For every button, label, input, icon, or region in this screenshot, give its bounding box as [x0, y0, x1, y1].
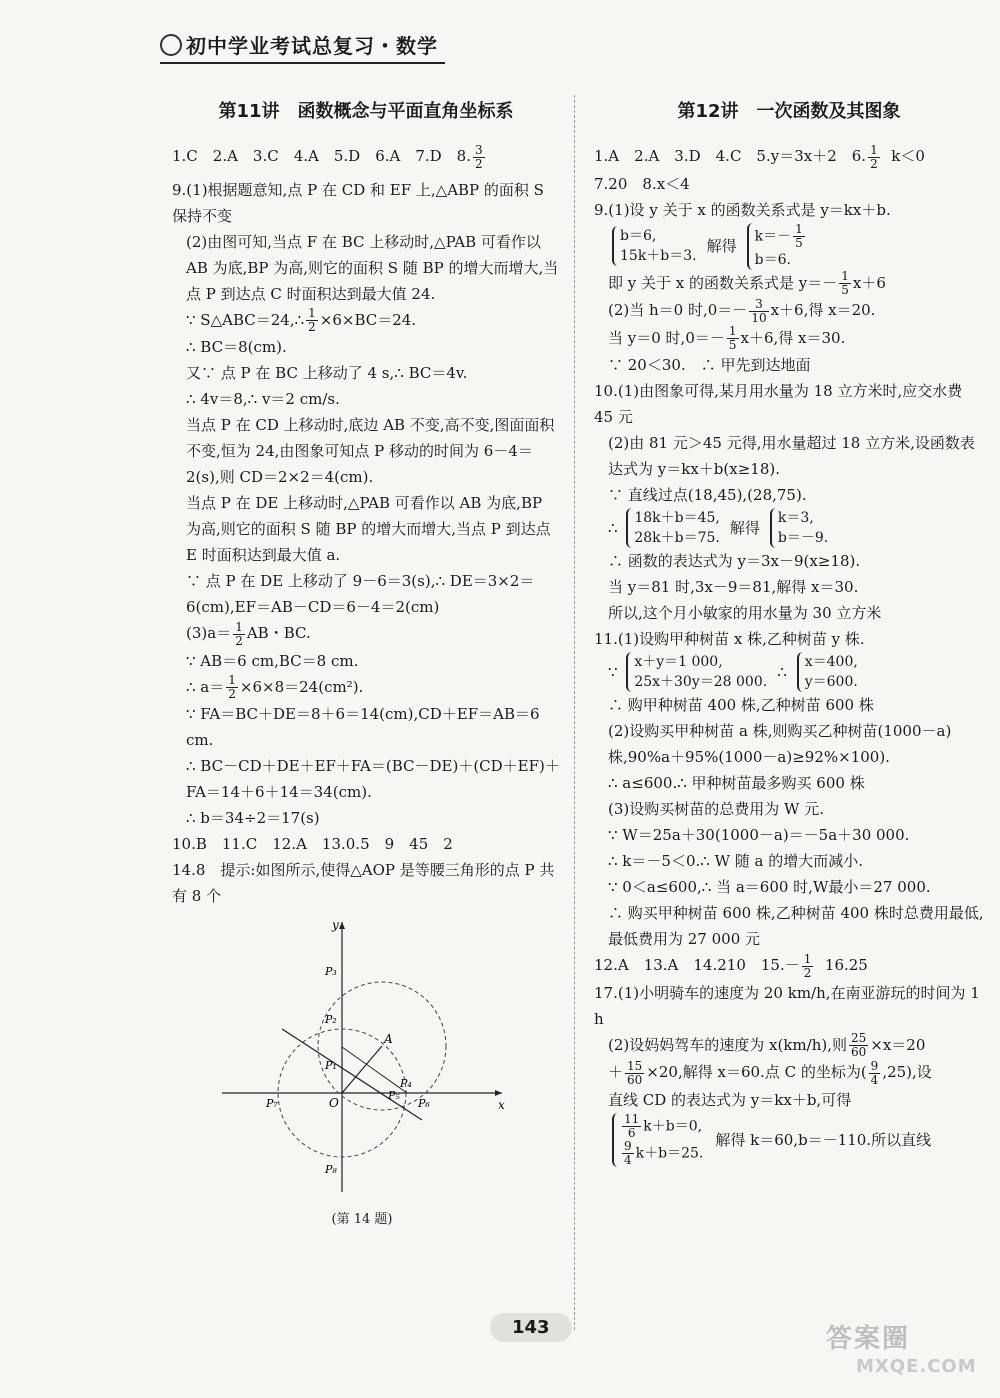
- system-brace: k＝3, b＝－9.: [770, 508, 828, 548]
- equation-system: ∴ 18k＋b＝45, 28k＋b＝75. 解得 k＝3, b＝－9.: [608, 510, 829, 546]
- answer-text: (2)由图可知,当点 F 在 BC 上移动时,△PAB 可看作以 AB 为底,BP 为高,则它的面积 S 随 BP 的增大而增大,当点 P 到达点 C 时面积达到最大值 24.: [186, 232, 559, 303]
- answer-line: ＋ $\frac{15}{60}$ ×20,解得 x＝60.点 C 的坐标为( $\frac{9}{4}$ ,25),设: [608, 1058, 932, 1087]
- answer-line: ∵ S△ABC＝24,∴ $\frac{1}{2}$ ×6×BC＝24.: [186, 306, 417, 334]
- answer-line: (3)a＝ $\frac{1}{2}$ AB・BC.: [186, 619, 311, 648]
- answer-text: 当点 P 在 CD 上移动时,底边 AB 不变,高不变,图面面积不变,恒为 24,由图象可知点 P 移动的时间为 6－4＝2(s),则 CD＝2×2＝4(cm).: [186, 416, 555, 486]
- answer-text: ∵ 点 P 在 DE 上移动了 9－6＝3(s),∴ DE＝3×2＝6(cm),EF＝AB－CD＝6－4＝2(cm): [186, 572, 535, 616]
- answer-text: (2)设购买甲种树苗 a 株,则购买乙种树苗(1000－a)株,90%a＋95%(1000－a)≥92%×100).: [608, 722, 952, 766]
- answer-text: ∵ 0＜a≤600,∴ 当 a＝600 时,W最小＝27 000.: [608, 878, 931, 896]
- fraction: $\frac{1}{2}$: [803, 951, 812, 980]
- answer-line: ∴ a＝ $\frac{1}{2}$ ×6×8＝24(cm²).: [186, 673, 364, 701]
- x-label: x: [498, 1098, 505, 1112]
- answer-line: 即 y 关于 x 的函数关系式是 y＝－ $\frac{1}{5}$ x＋6: [608, 269, 886, 297]
- answer-text: ∵ W＝25a＋30(1000－a)＝－5a＋30 000.: [608, 826, 910, 844]
- answer-text: 9.(1)设 y 关于 x 的函数关系式是 y＝kx＋b.: [594, 200, 891, 219]
- segment-oa: [342, 1046, 382, 1093]
- system-brace: $\frac{11}{6}$ k＋b＝0, $\frac{9}{4}$ k＋b＝25.: [612, 1113, 703, 1167]
- answer-text: 11.(1)设购甲种树苗 x 株,乙种树苗 y 株.: [594, 630, 865, 648]
- y-axis-arrow-icon: [339, 922, 345, 929]
- p7-label: P₇: [266, 1097, 278, 1110]
- fraction: $\frac{1}{2}$: [308, 306, 316, 334]
- fraction: $\frac{15}{60}$: [627, 1058, 643, 1087]
- answer-text: 当 y＝81 时,3x－9＝81,解得 x＝30.: [608, 578, 859, 596]
- figure-caption: (第 14 题): [331, 1212, 393, 1227]
- perpendicular-bisector: [282, 1029, 422, 1120]
- fraction: $\frac{3}{10}$: [751, 296, 767, 325]
- logo-icon: [160, 34, 182, 56]
- answer-line: 7.20 8.x＜4: [594, 174, 690, 193]
- lesson-12-title: 第12讲 一次函数及其图象: [677, 101, 901, 122]
- answer-text: (2)由 81 元＞45 元得,用水量超过 18 立方米,设函数表达式为 y＝kx＋b(x≥18).: [608, 434, 975, 478]
- equation-system: $\frac{11}{6}$ k＋b＝0, $\frac{9}{4}$ k＋b＝25. 解得 k＝60,b＝－110.所以直线: [594, 1113, 984, 1167]
- equation-system: ∵ x＋y＝1 000, 25x＋30y＝28 000. ∴ x＝400, y＝600.: [608, 654, 858, 690]
- book-header: [160, 30, 438, 59]
- coordinate-diagram: [212, 917, 512, 1197]
- system-brace: k＝－ $\frac{1}{5}$ b＝6.: [747, 223, 807, 270]
- answer-text: ∵ AB＝6 cm,BC＝8 cm.: [186, 651, 359, 670]
- equation-system: b＝6, 15k＋b＝3. 解得 k＝－ $\frac{1}{5}$ b＝6.: [594, 223, 984, 270]
- answer-line: 1.C 2.A 3.C 4.A 5.D 6.A 7.D 8. $\frac{3}{2}$: [172, 142, 483, 171]
- p5-label: P₅: [388, 1089, 400, 1102]
- x-axis-arrow-icon: [495, 1090, 502, 1096]
- answer-text: 10.(1)由图象可得,某月用水量为 18 立方米时,应交水费 45 元: [594, 382, 968, 426]
- answer-text: ∵ FA＝BC＋DE＝8＋6＝14(cm),CD＋EF＝AB＝6 cm.: [186, 705, 545, 749]
- header-title: 初中学业考试总复习・数学: [186, 34, 438, 58]
- origin-label: O: [329, 1096, 339, 1110]
- fraction: $\frac{3}{2}$: [475, 142, 483, 171]
- fraction: $\frac{9}{4}$: [870, 1058, 879, 1087]
- fraction: $\frac{1}{2}$: [235, 619, 243, 648]
- answer-text: 当点 P 在 DE 上移动时,△PAB 可看作以 AB 为底,BP 为高,则它的面积 S 随 BP 的增大而增大,当点 P 到达点 E 时面积达到最大值 a.: [186, 494, 556, 564]
- header-rule: [160, 62, 445, 64]
- point-a-label: A: [384, 1032, 393, 1046]
- answer-text: 17.(1)小明骑车的速度为 20 km/h,在南亚游玩的时间为 1 h: [594, 983, 985, 1028]
- answer-text: ∴ a≤600.∴ 甲种树苗最多购买 600 株: [608, 774, 865, 792]
- answer-text: ∴ 购买甲种树苗 600 株,乙种树苗 400 株时总费用最低,最低费用为 27 000 元: [608, 904, 984, 948]
- p6-label: P₆: [418, 1097, 430, 1110]
- answer-line: (2)当 h＝0 时,0＝－ $\frac{3}{10}$ x＋6,得 x＝20.: [608, 296, 876, 325]
- y-label: y: [332, 918, 339, 932]
- answer-text: ∴ 4v＝8,∴ v＝2 cm/s.: [186, 390, 340, 408]
- answer-text: 9.(1)根据题意知,点 P 在 CD 和 EF 上,△ABP 的面积 S 保持不变: [172, 180, 549, 225]
- answer-text: ∴ BC－CD＋DE＋EF＋FA＝(BC－DE)＋(CD＋EF)＋FA＝14＋6＋14＝34(cm).: [186, 757, 560, 801]
- answer-text: 直线 CD 的表达式为 y＝kx＋b,可得: [608, 1090, 852, 1109]
- system-brace: x＋y＝1 000, 25x＋30y＝28 000.: [626, 652, 767, 692]
- p1-label: P₁: [325, 1059, 337, 1072]
- watermark-url: MXQE.COM: [856, 1356, 977, 1377]
- watermark-logo: 答案圈: [826, 1324, 911, 1354]
- lesson-11-title: 第11讲 函数概念与平面直角坐标系: [218, 101, 514, 122]
- answer-text: ∴ 购甲种树苗 400 株,乙种树苗 600 株: [608, 696, 874, 714]
- fraction: $\frac{1}{2}$: [870, 142, 878, 171]
- column-divider: [574, 95, 575, 1330]
- p8-label: P₈: [325, 1163, 337, 1176]
- system-brace: b＝6, 15k＋b＝3.: [612, 226, 697, 266]
- system-brace: 18k＋b＝45, 28k＋b＝75.: [626, 508, 720, 548]
- answer-text: (3)设购买树苗的总费用为 W 元.: [608, 800, 824, 818]
- p3-label: P₃: [325, 965, 337, 978]
- page-number: 143: [490, 1313, 572, 1342]
- fraction: $\frac{1}{2}$: [228, 673, 236, 701]
- p2-label: P₂: [325, 1013, 337, 1026]
- answer-text: 又∵ 点 P 在 BC 上移动了 4 s,∴ BC＝4v.: [186, 364, 468, 382]
- figure-14: [212, 917, 560, 1233]
- answer-line: 1.A 2.A 3.D 4.C 5.y＝3x＋2 6. $\frac{1}{2}$ k＜0: [594, 142, 925, 171]
- right-column: [594, 95, 984, 1167]
- fraction: $\frac{1}{5}$: [841, 269, 849, 297]
- answer-line: 10.B 11.C 12.A 13.0.5 9 45 2: [172, 835, 453, 853]
- answer-text: ∴ k＝－5＜0.∴ W 随 a 的增大而减小.: [608, 852, 864, 870]
- fraction: $\frac{1}{5}$: [728, 324, 737, 352]
- answer-text: ∵ 20＜30. ∴ 甲先到达地面: [608, 356, 811, 374]
- answer-text: ∴ b＝34÷2＝17(s): [186, 809, 320, 827]
- left-column: [172, 95, 560, 1233]
- answer-text: ∵ 直线过点(18,45),(28,75).: [608, 486, 807, 504]
- answer-text: 14.8 提示:如图所示,使得△AOP 是等腰三角形的点 P 共有 8 个: [172, 861, 555, 905]
- answer-text: 所以,这个月小敏家的用水量为 30 立方米: [608, 604, 882, 622]
- fraction: $\frac{25}{60}$: [850, 1031, 867, 1059]
- answer-text: ∴ 函数的表达式为 y＝3x－9(x≥18).: [608, 552, 861, 570]
- system-brace: x＝400, y＝600.: [797, 652, 858, 692]
- answer-line: (2)设妈妈驾车的速度为 x(km/h),则 $\frac{25}{60}$ ×x＝20: [608, 1031, 926, 1059]
- answer-line: 12.A 13.A 14.210 15.－ $\frac{1}{2}$ 16.25: [594, 951, 868, 980]
- answer-line: 当 y＝0 时,0＝－ $\frac{1}{5}$ x＋6,得 x＝30.: [608, 324, 846, 352]
- answer-text: ∴ BC＝8(cm).: [186, 338, 287, 356]
- p4-label: P₄: [400, 1077, 412, 1090]
